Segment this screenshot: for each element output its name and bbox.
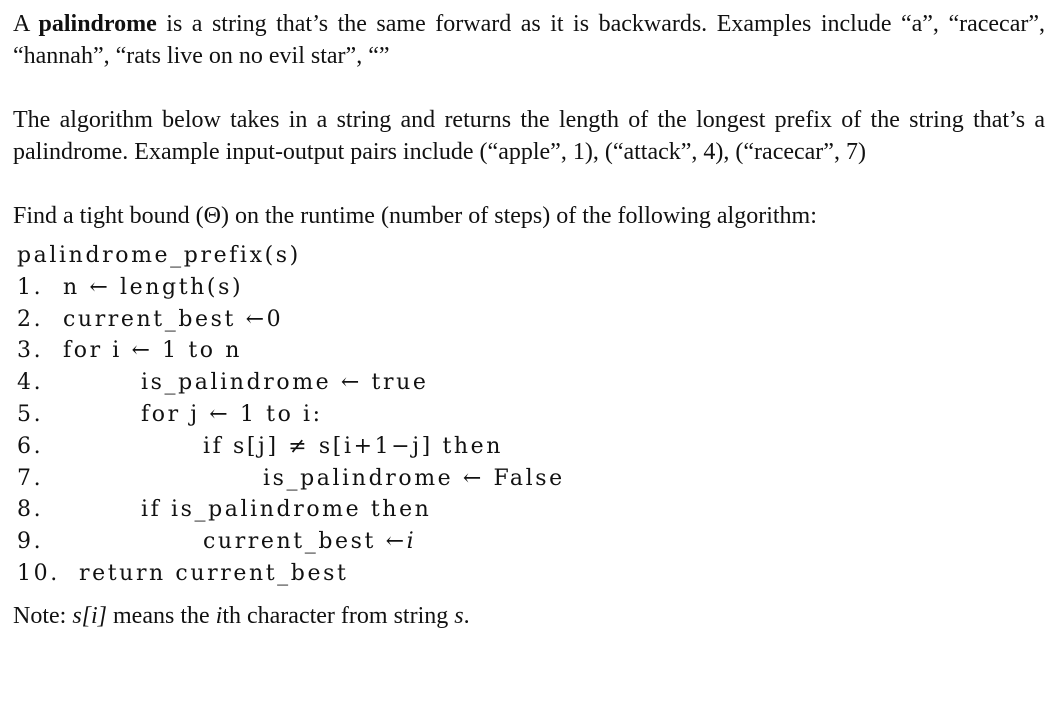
code-text: return current_best (79, 560, 349, 586)
code-line-10 (13, 558, 1045, 590)
note-expr: s[i] (72, 602, 108, 629)
code-text: is_palindrome ← False (263, 465, 565, 491)
pseudocode-block (13, 240, 1045, 590)
code-text: current_best ←i (203, 529, 414, 555)
line-number: 6. (17, 433, 44, 459)
code-text: for i ← 1 to n (63, 338, 242, 364)
code-text: n ← length(s) (63, 274, 244, 300)
line-number: 1. (17, 274, 44, 300)
document (13, 8, 1045, 632)
code-line-2 (13, 304, 1045, 336)
code-line-6 (13, 431, 1045, 463)
code-line-8 (13, 494, 1045, 526)
palindrome-term: palindrome (38, 11, 157, 37)
code-line-5 (13, 399, 1045, 431)
code-text: current_best ←0 (63, 306, 284, 332)
intro-post: is a string that’s the same forward as it is backwards. Examples include “a”, “racecar”, “hannah”, “rats live on no evil star”, “” (13, 11, 1045, 69)
line-number: 8. (17, 497, 44, 523)
algorithm-description: The algorithm below takes in a string and returns the length of the longest prefix of the string that’s a palindrome. Example input-output pairs include (“apple”, 1), (“attack”, 4), (“racecar”, 7) (13, 107, 1045, 165)
code-line-3 (13, 335, 1045, 367)
code-line-4 (13, 367, 1045, 399)
variable-i: i (406, 529, 414, 555)
intro-paragraph (13, 8, 1045, 72)
line-number: 5. (17, 401, 44, 427)
intro-pre: A (13, 11, 39, 37)
code-text: if s[j] ≠ s[i+1−j] then (203, 433, 504, 459)
line-number: 7. (17, 465, 44, 491)
code-line-7 (13, 463, 1045, 495)
code-line-1 (13, 272, 1045, 304)
line-number: 2. (17, 306, 44, 332)
code-text: is_palindrome ← true (141, 370, 429, 396)
question-text: Find a tight bound (Θ) on the runtime (number of steps) of the following algorithm: (13, 203, 817, 229)
line-number: 10. (17, 560, 60, 586)
line-number: 9. (17, 529, 44, 555)
code-text: for j ← 1 to i: (141, 401, 323, 427)
note-string-var: s (454, 602, 464, 629)
code-line-9 (13, 526, 1045, 558)
note-text: Note: s[i] means the ith character from string s. (13, 602, 470, 629)
line-number: 3. (17, 338, 44, 364)
note-ith-var: i (215, 602, 223, 629)
line-number: 4. (17, 370, 44, 396)
code-text: if is_palindrome then (141, 497, 432, 523)
code-header: palindrome_prefix(s) (17, 243, 301, 268)
